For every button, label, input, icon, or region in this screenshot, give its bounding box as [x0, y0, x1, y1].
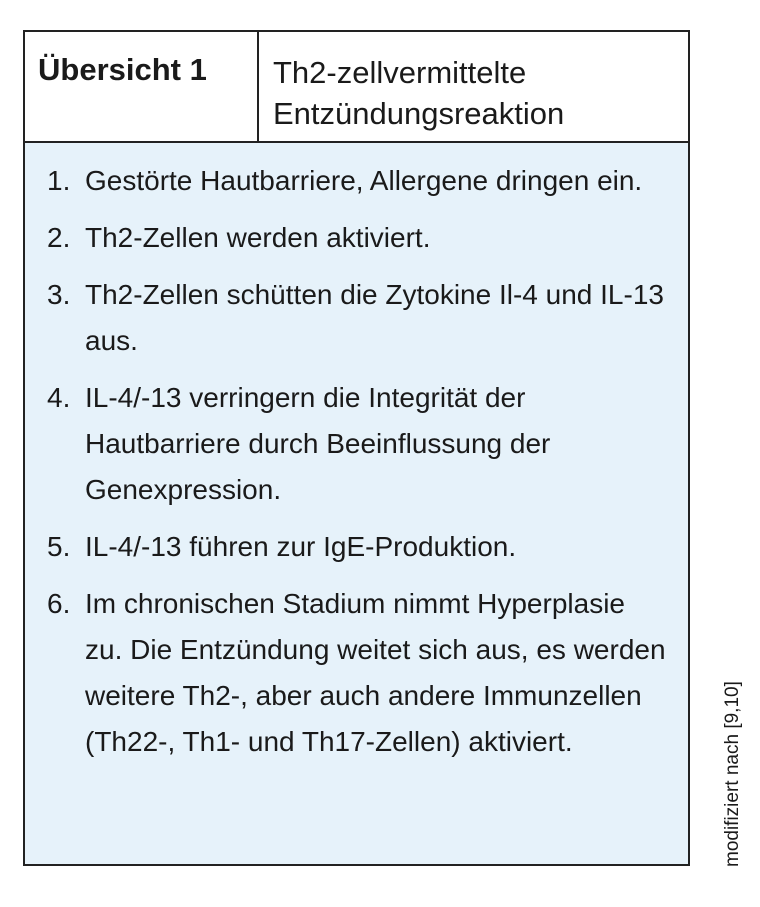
list-item — [47, 581, 668, 765]
list-item — [47, 524, 668, 570]
list-item-text: IL-4/-13 führen zur IgE-Produktion. — [85, 531, 517, 562]
list-item-number: 5. — [47, 531, 71, 562]
list-item — [47, 158, 668, 204]
list-item-number: 4. — [47, 382, 71, 413]
overview-title — [259, 32, 688, 141]
overview-title-line-2: Entzündungsreaktion — [273, 96, 565, 131]
list-item — [47, 375, 668, 513]
overview-header — [25, 32, 688, 143]
list-item-number: 6. — [47, 588, 71, 619]
overview-box — [23, 30, 690, 866]
list-item-number: 2. — [47, 222, 71, 253]
list-item-text: IL-4/-13 verringern die Integrität der Hautbarriere durch Beeinflussung der Genexpression. — [85, 382, 551, 505]
list-item-text: Th2-Zellen schütten die Zytokine Il-4 und IL-13 aus. — [85, 279, 664, 356]
list-item — [47, 215, 668, 261]
source-note: modifiziert nach [9,10] — [722, 681, 743, 867]
overview-label: Übersicht 1 — [25, 32, 259, 141]
list-item — [47, 272, 668, 364]
list-item-number: 3. — [47, 279, 71, 310]
overview-list — [25, 143, 688, 765]
list-item-text: Im chronischen Stadium nimmt Hyperplasie zu. Die Entzündung weitet sich aus, es werden weitere Th2-, aber auch andere Immunzellen (Th22-, Th1- und Th17-Zellen) aktiviert. — [85, 588, 666, 757]
list-item-text: Gestörte Hautbarriere, Allergene dringen ein. — [85, 165, 643, 196]
list-item-number: 1. — [47, 165, 71, 196]
list-item-text: Th2-Zellen werden aktiviert. — [85, 222, 431, 253]
overview-title-line-1: Th2-zellvermittelte — [273, 55, 527, 90]
